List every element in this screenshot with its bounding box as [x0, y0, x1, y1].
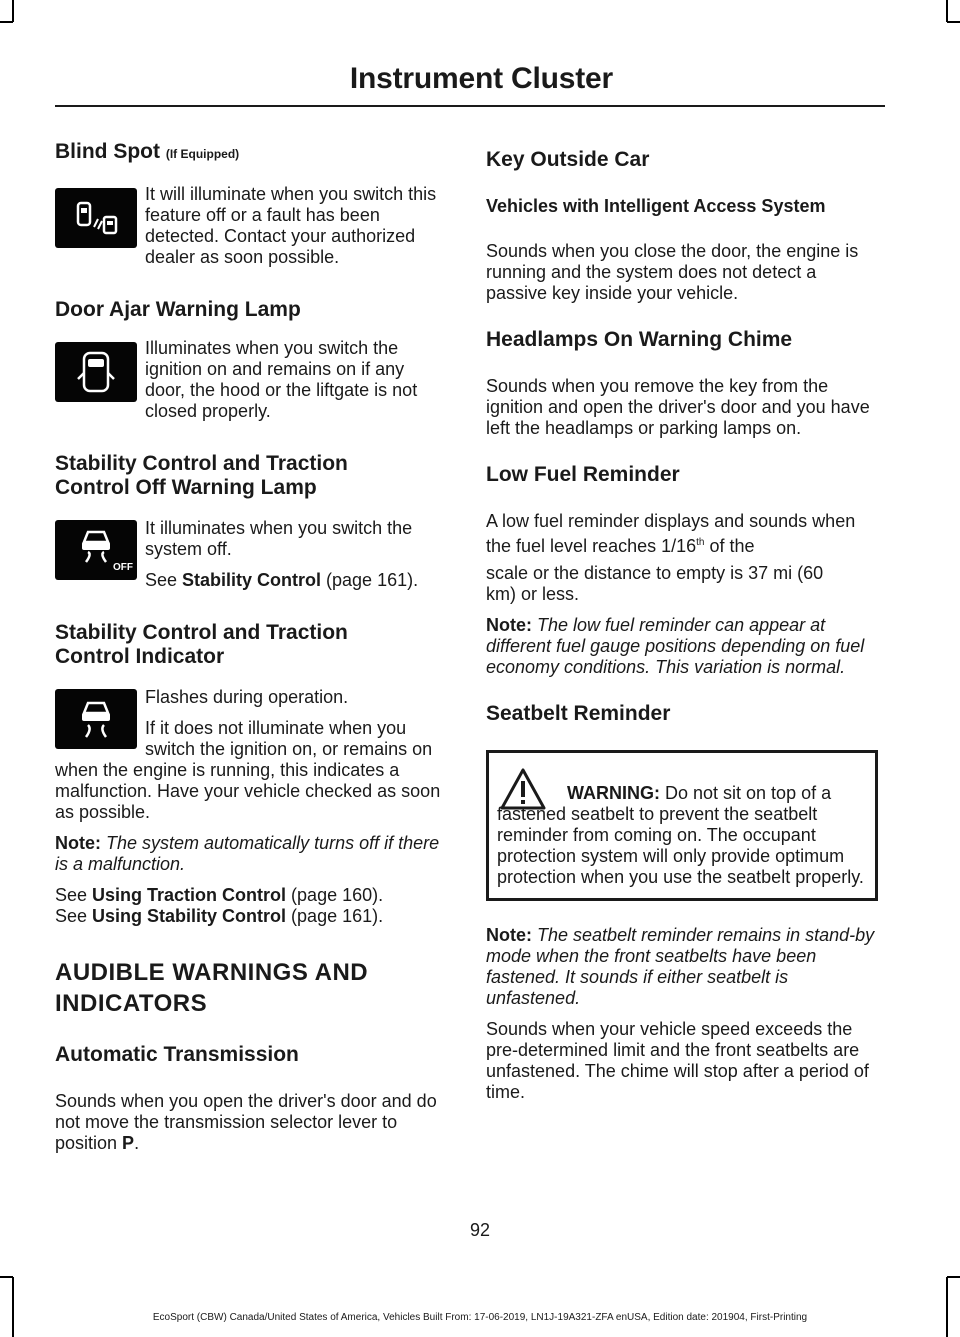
key-outside-heading: Key Outside Car	[486, 148, 650, 171]
off-label: OFF	[113, 561, 133, 573]
low-fuel-text-cont: scale or the distance to empty is 37 mi (60 km) or less.	[486, 563, 824, 604]
crop-mark	[0, 1276, 13, 1278]
warning-triangle-icon	[499, 767, 547, 811]
automatic-transmission-heading: Automatic Transmission	[55, 1043, 299, 1066]
stability-indicator-text1: Flashes during operation.	[145, 687, 349, 707]
crop-mark	[947, 21, 960, 23]
right-column	[486, 140, 878, 1103]
stability-note: Note: The system automatically turns off if there is a malfunction.	[55, 833, 440, 874]
stability-off-heading: Stability Control and Traction Control Off Warning Lamp	[55, 452, 348, 499]
automatic-transmission-text: Sounds when you open the driver's door and do not move the transmission selector lever to position P.	[55, 1091, 437, 1153]
crop-mark	[12, 0, 14, 22]
seatbelt-heading: Seatbelt Reminder	[486, 702, 671, 725]
intelligent-access-subheading: Vehicles with Intelligent Access System	[486, 196, 826, 216]
stability-control-ref-link[interactable]: Stability Control	[182, 570, 322, 590]
headlamps-heading: Headlamps On Warning Chime	[486, 328, 793, 351]
stability-indicator-text2: If it does not illuminate when you switch the ignition on, or remains on when the engine is running, this indicates a malfunction. Have your vehicle checked as soon as possible.	[55, 718, 441, 822]
crop-mark	[946, 1277, 948, 1337]
stability-off-text: It illuminates when you switch the system off.	[145, 518, 413, 559]
seatbelt-text: Sounds when your vehicle speed exceeds the pre-determined limit and the front seatbelts are unfastened. The chime will stop after a period of time.	[486, 1019, 869, 1102]
blind-spot-title: Blind Spot	[55, 140, 160, 163]
audible-warnings-heading: AUDIBLE WARNINGS AND INDICATORS	[55, 959, 369, 1017]
warning-box	[486, 750, 878, 901]
header-divider	[55, 105, 885, 107]
stability-see-refs: See Using Traction Control (page 160). See Using Stability Control (page 161).	[55, 885, 384, 926]
if-equipped-label: (If Equipped)	[165, 147, 240, 161]
low-fuel-heading: Low Fuel Reminder	[486, 463, 680, 486]
stability-control-icon	[55, 689, 137, 749]
left-column	[55, 140, 447, 1154]
crop-mark	[0, 21, 13, 23]
stability-off-icon	[55, 520, 137, 580]
low-fuel-note: Note: The low fuel reminder can appear at different fuel gauge positions depending on fuel economy conditions. This variation is normal.	[486, 615, 865, 677]
page-title: Instrument Cluster	[349, 62, 613, 95]
crop-mark	[946, 0, 948, 22]
blind-spot-text: It will illuminate when you switch this feature off or a fault has been detected. Contact your authorized dealer as soon possible.	[145, 184, 437, 267]
door-ajar-heading: Door Ajar Warning Lamp	[55, 298, 301, 321]
stability-control-ref-link[interactable]: Using Stability Control	[92, 906, 287, 926]
stability-off-see: See Stability Control (page 161).	[145, 570, 419, 590]
page-number: 92	[469, 1220, 491, 1240]
seatbelt-note: Note: The seatbelt reminder remains in stand-by mode when the front seatbelts have been fastened. It sounds if either seatbelt is unfastened.	[486, 925, 875, 1008]
footer-text: EcoSport (CBW) Canada/United States of America, Vehicles Built From: 17-06-2019, LN1J-19A321-ZFA enUSA, Edition date: 201904, First-Printing	[152, 1312, 808, 1323]
headlamps-text: Sounds when you remove the key from the ignition and open the driver's door and you have left the headlamps or parking lamps on.	[486, 376, 870, 438]
traction-control-ref-link[interactable]: Using Traction Control	[92, 885, 287, 905]
blind-spot-icon	[55, 188, 137, 248]
low-fuel-text: A low fuel reminder displays and sounds when the fuel level reaches 1/16th of the	[486, 511, 856, 556]
crop-mark	[12, 1277, 14, 1337]
blind-spot-heading	[55, 140, 447, 166]
stability-indicator-heading: Stability Control and Traction Control Indicator	[55, 621, 348, 668]
door-ajar-icon	[55, 342, 137, 402]
seatbelt-warning-text: WARNING: Do not sit on top of a fastened seatbelt to prevent the seatbelt reminder from coming on. The occupant protection system will only provide optimum protection when you use the seatbelt properly.	[497, 783, 864, 887]
key-outside-text: Sounds when you close the door, the engine is running and the system does not detect a passive key inside your vehicle.	[486, 241, 859, 303]
door-ajar-text: Illuminates when you switch the ignition on and remains on if any door, the hood or the liftgate is not closed properly.	[145, 338, 418, 421]
crop-mark	[947, 1276, 960, 1278]
